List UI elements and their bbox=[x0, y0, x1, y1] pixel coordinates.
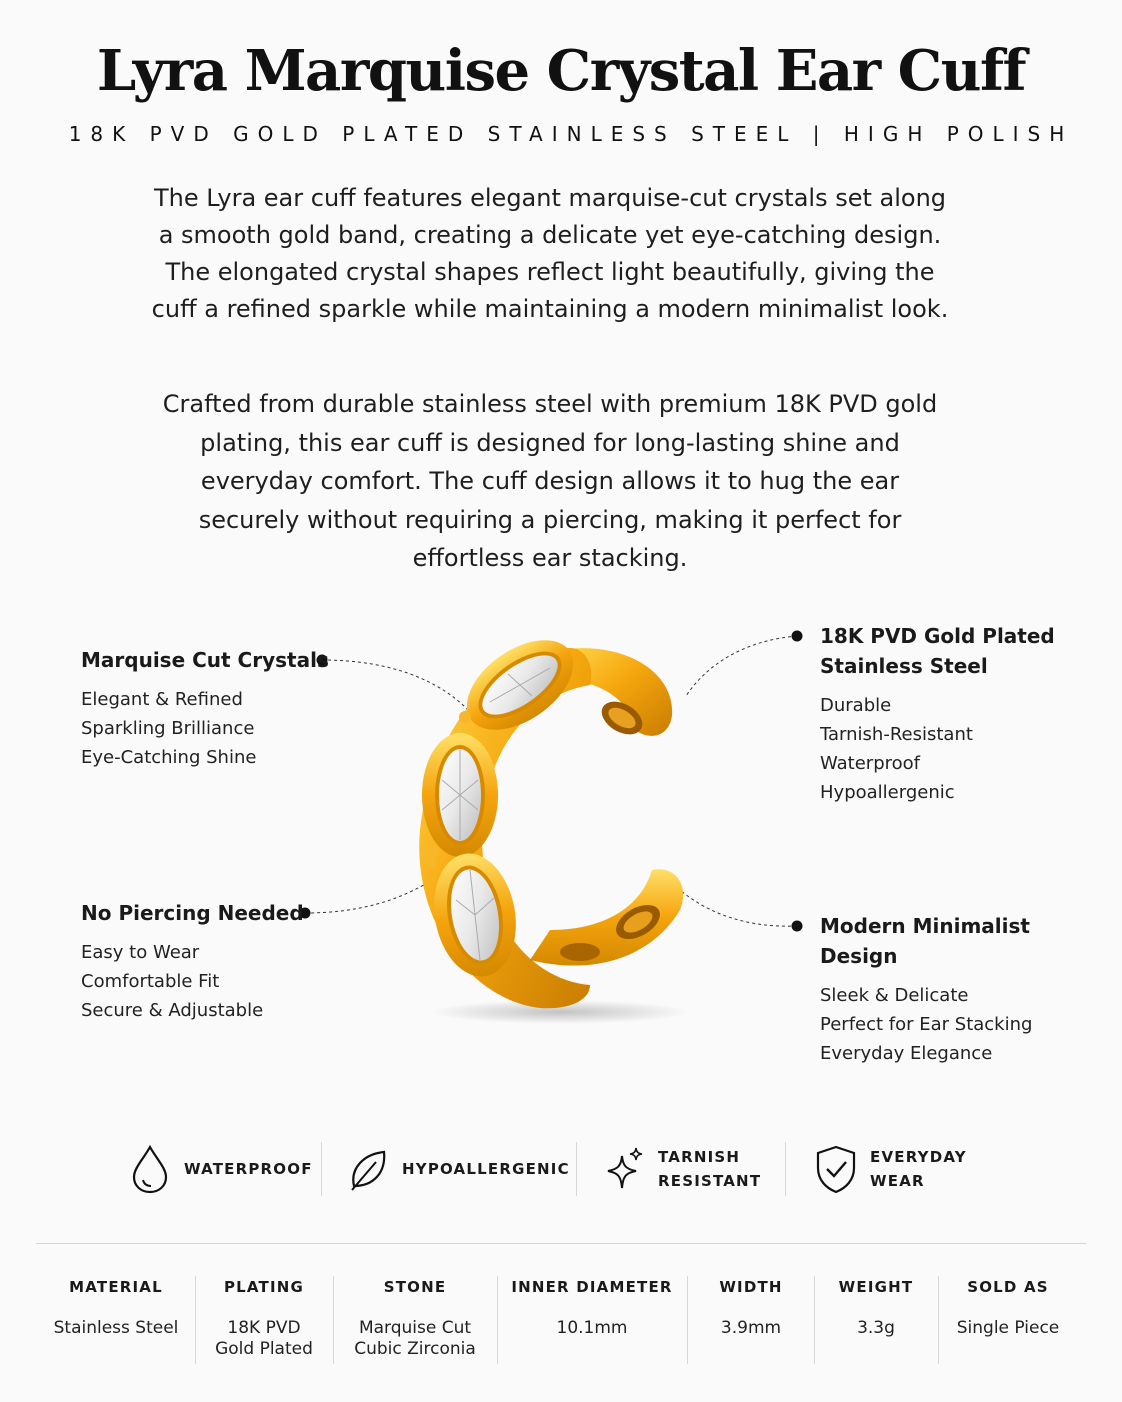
feature-item: Eye-Catching Shine bbox=[81, 747, 257, 768]
spec-value: 3.9mm bbox=[720, 1318, 782, 1338]
feature-item: Easy to Wear bbox=[81, 942, 200, 963]
spec-label: STONE bbox=[383, 1278, 447, 1296]
description-paragraph-2: Crafted from durable stainless steel with premium 18K PVD gold plating, this ear cuff is designed for long-lasting shine and everyday comfort. The cuff design allows it to hug the ear securely without requiring a piercing, making it perfect for effortless ear stacking. bbox=[162, 390, 938, 572]
feature-title bbox=[820, 911, 1080, 971]
leaf-icon bbox=[346, 1145, 390, 1193]
spec-label: INNER DIAMETER bbox=[511, 1278, 673, 1296]
feature-title: No Piercing Needed bbox=[81, 901, 304, 925]
feature-item: Comfortable Fit bbox=[81, 971, 220, 992]
feature-item: Sparkling Brilliance bbox=[81, 718, 255, 739]
spec-inner-diameter bbox=[498, 1276, 686, 1339]
spec-label: SOLD AS bbox=[967, 1278, 1049, 1296]
spec-label: WEIGHT bbox=[838, 1278, 914, 1296]
feature-title-line-1: 18K PVD Gold Plated bbox=[820, 624, 1055, 648]
spec-material bbox=[40, 1276, 192, 1339]
page-title: Lyra Marquise Crystal Ear Cuff bbox=[96, 38, 1026, 104]
feature-gold-plated-steel bbox=[820, 621, 1080, 807]
feature-title-line-1: Modern Minimalist bbox=[820, 914, 1030, 938]
feature-item: Elegant & Refined bbox=[81, 689, 243, 710]
feature-item: Tarnish-Resistant bbox=[820, 724, 973, 745]
feature-item: Hypoallergenic bbox=[820, 782, 955, 803]
spec-value: 10.1mm bbox=[556, 1318, 628, 1338]
badge-hypoallergenic bbox=[346, 1140, 570, 1198]
feature-title: Marquise Cut Crystals bbox=[81, 648, 329, 672]
spec-value: Marquise Cut Cubic Zirconia bbox=[354, 1318, 476, 1359]
shield-check-icon bbox=[814, 1145, 858, 1193]
description-paragraph-1: The Lyra ear cuff features elegant marquise-cut crystals set along a smooth gold band, creating a delicate yet eye-catching design. The elongated crystal shapes reflect light beautifully, giving the cuff a refined sparkle while maintaining a modern minimalist look. bbox=[151, 184, 949, 323]
badge-divider bbox=[576, 1142, 577, 1196]
spec-value: 18K PVD Gold Plated bbox=[215, 1318, 313, 1359]
badge-everyday-wear bbox=[814, 1140, 967, 1198]
page-subtitle: 18K PVD GOLD PLATED STAINLESS STEEL | HIGH POLISH bbox=[68, 122, 1074, 146]
spec-stone bbox=[334, 1276, 496, 1360]
badge-label: EVERYDAY WEAR bbox=[870, 1148, 967, 1190]
badge-tarnish-resistant bbox=[602, 1140, 761, 1198]
badge-label: WATERPROOF bbox=[184, 1160, 313, 1178]
feature-item: Waterproof bbox=[820, 753, 921, 774]
feature-title bbox=[820, 621, 1080, 681]
spec-value: Stainless Steel bbox=[53, 1318, 179, 1338]
spec-label: WIDTH bbox=[719, 1278, 783, 1296]
feature-title-line-2: Stainless Steel bbox=[820, 654, 988, 678]
badge-label: TARNISH RESISTANT bbox=[658, 1148, 762, 1190]
feature-modern-minimalist bbox=[820, 911, 1080, 1068]
feature-no-piercing bbox=[81, 898, 381, 1025]
feature-item: Sleek & Delicate bbox=[820, 985, 969, 1006]
spec-sold-as bbox=[939, 1276, 1077, 1339]
spec-table bbox=[0, 1276, 1122, 1366]
feature-item: Perfect for Ear Stacking bbox=[820, 1014, 1033, 1035]
section-divider bbox=[36, 1243, 1086, 1244]
benefit-badges bbox=[120, 1140, 1000, 1198]
badge-divider bbox=[321, 1142, 322, 1196]
badge-waterproof bbox=[128, 1140, 313, 1198]
feature-item: Everyday Elegance bbox=[820, 1043, 993, 1064]
spec-width bbox=[688, 1276, 814, 1339]
feature-marquise-cut-crystals bbox=[81, 645, 381, 772]
callout-dot bbox=[792, 921, 803, 932]
spec-value: 3.3g bbox=[857, 1318, 895, 1338]
spec-weight bbox=[815, 1276, 937, 1339]
sparkle-icon bbox=[602, 1145, 646, 1193]
feature-item: Secure & Adjustable bbox=[81, 1000, 264, 1021]
badge-label: HYPOALLERGENIC bbox=[402, 1160, 570, 1178]
callout-dot bbox=[792, 631, 803, 642]
water-drop-icon bbox=[128, 1145, 172, 1193]
feature-title-line-2: Design bbox=[820, 944, 898, 968]
ear-cuff-image bbox=[390, 630, 710, 1030]
spec-label: MATERIAL bbox=[69, 1278, 163, 1296]
spec-plating bbox=[196, 1276, 332, 1360]
spec-label: PLATING bbox=[223, 1278, 305, 1296]
spec-value: Single Piece bbox=[956, 1318, 1060, 1338]
feature-item: Durable bbox=[820, 695, 892, 716]
badge-divider bbox=[785, 1142, 786, 1196]
